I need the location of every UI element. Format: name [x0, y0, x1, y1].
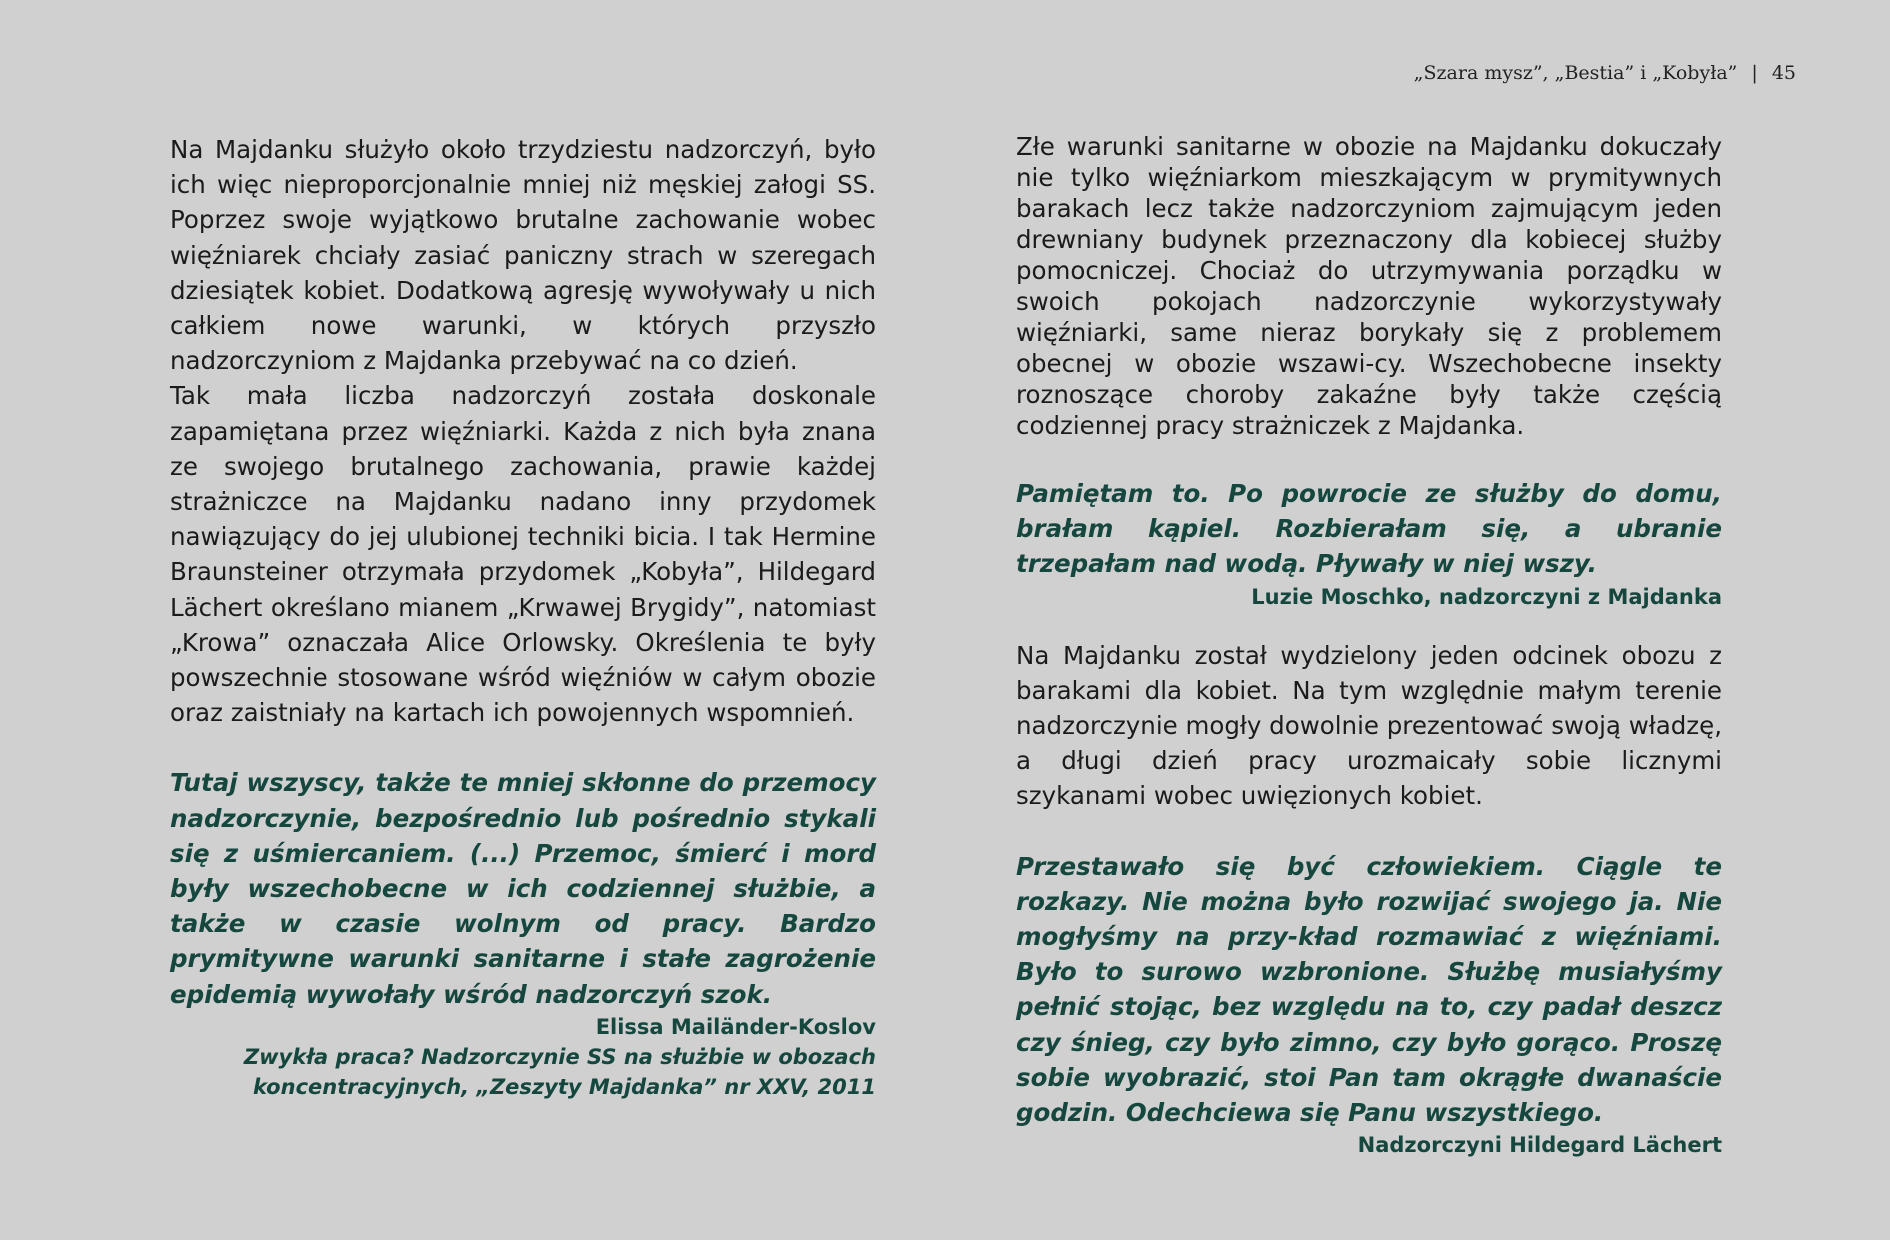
left-quote-source-line-1: Zwykła praca? Nadzorczynie SS na służbie w obozach	[243, 1044, 876, 1069]
left-paragraph-1: Na Majdanku służyło około trzydziestu nadzorczyń, było ich więc nieproporcjonalnie mniej niż męskiej załogi SS. Poprzez swoje wyjątkowo brutalne zachowanie wobec więźniarek chciały zasiać paniczny strach w szeregach dziesiątek kobiet. Dodatkową agresję wywoływały u nich całkiem nowe warunki, w których przyszło nadzorczyniom z Majdanka przebywać na co dzień.	[170, 135, 876, 376]
right-column	[1016, 131, 1722, 1160]
right-quote-1: Pamiętam to. Po powrocie ze służby do domu, brałam kąpiel. Rozbierałam się, a ubranie trzepałam nad wodą. Pływały w niej wszy.	[1016, 479, 1722, 579]
right-quote-2: Przestawało się być człowiekiem. Ciągle te rozkazy. Nie można było rozwijać swojego ja. Nie mogłyśmy na przy-kład rozmawiać z więźniami. Było to surowo wzbronione. Służbę musiałyśmy pełnić stojąc, bez względu na to, czy padał deszcz czy śnieg, czy było zimno, czy było gorąco. Proszę sobie wyobrazić, stoi Pan tam okrągłe dwanaście godzin. Odechciewa się Panu wszystkiego.	[1016, 851, 1722, 1128]
left-column	[170, 132, 876, 1102]
right-paragraph-2: Na Majdanku został wydzielony jeden odcinek obozu z barakami dla kobiet. Na tym względnie małym terenie nadzorczynie mogły dowolnie prezentować swoją władzę, a długi dzień pracy urozmaicały sobie licznymi szykanami wobec uwięzionych kobiet.	[1016, 640, 1722, 811]
left-quote-author: Elissa Mailänder-Koslov	[595, 1014, 876, 1039]
left-paragraph-2: Tak mała liczba nadzorczyń została doskonale zapamiętana przez więźniarki. Każda z nich była znana ze swojego brutalnego zachowania, prawie każdej strażniczce na Majdanku nadano inny przydomek nawiązujący do jej ulubionej techniki bicia. I tak Hermine Braunsteiner otrzymała przydomek „Kobyła”, Hildegard Lächert określano mianem „Krwawej Brygidy”, natomiast „Krowa” oznaczała Alice Orlowsky. Określenia te były powszechnie stosowane wśród więźniów w całym obozie oraz zaistniały na kartach ich powojennych wspomnień.	[170, 381, 876, 728]
left-quote-source-line-2: koncentracyjnych, „Zeszyty Majdanka” nr XXV, 2011	[252, 1074, 876, 1099]
header-separator: |	[1751, 62, 1758, 84]
right-quote-2-author: Nadzorczyni Hildegard Lächert	[1357, 1133, 1722, 1158]
left-quote: Tutaj wszyscy, także te mniej skłonne do przemocy nadzorczynie, bezpośrednio lub pośrednio stykali się z uśmiercaniem. (...) Przemoc, śmierć i mord były wszechobecne w ich codziennej służbie, a także w czasie wolnym od pracy. Bardzo prymitywne warunki sanitarne i stałe zagrożenie epidemią wywołały wśród nadzorczyń szok.	[170, 768, 876, 1009]
running-title: „Szara mysz”, „Bestia” i „Kobyła”	[1413, 62, 1738, 84]
right-quote-1-author: Luzie Moschko, nadzorczyni z Majdanka	[1251, 584, 1722, 609]
page-number: 45	[1771, 62, 1796, 84]
right-paragraph-1: Złe warunki sanitarne w obozie na Majdanku dokuczały nie tylko więźniarkom mieszkającym w prymitywnych barakach lecz także nadzorczyniom zajmującym jeden drewniany budynek przeznaczony dla kobiecej służby pomocniczej. Chociaż do utrzymywania porządku w swoich pokojach nadzorczynie wykorzystywały więźniarki, same nieraz borykały się z problemem obecnej w obozie wszawi-cy. Wszechobecne insekty roznoszące choroby zakaźne były także częścią codziennej pracy strażniczek z Majdanka.	[1016, 132, 1722, 440]
running-header	[1414, 62, 1796, 84]
